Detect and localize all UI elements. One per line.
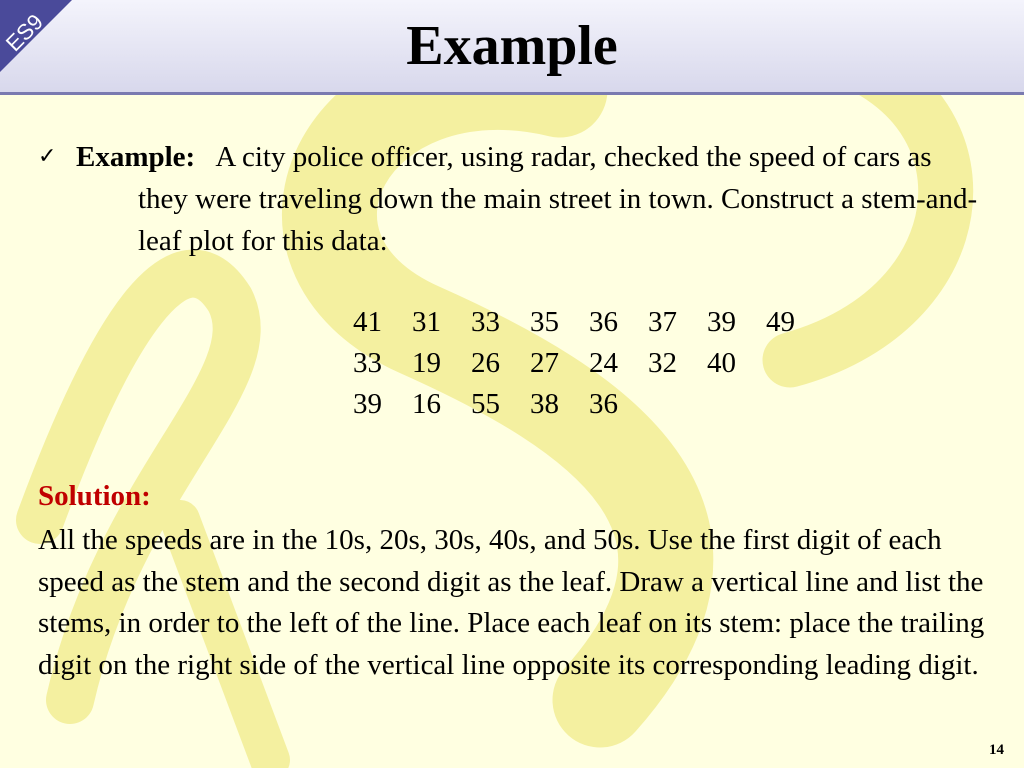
data-cell: 36 [589, 306, 618, 338]
example-text: A city police officer, using radar, checked the speed of cars as they were traveling down the main street in town. Construct a stem-and-leaf plot for this data: [138, 141, 978, 257]
data-cell: 41 [353, 306, 382, 338]
data-cell: 16 [412, 388, 441, 420]
data-cell: 27 [530, 347, 559, 379]
slide-title: Example [406, 15, 618, 77]
example-paragraph [38, 136, 978, 262]
data-cell [707, 384, 766, 425]
example-label: Example: [76, 141, 196, 173]
speed-data-table [353, 302, 825, 425]
data-cell: 33 [353, 347, 382, 379]
corner-badge-label: ES9 [0, 9, 48, 57]
data-cell: 40 [707, 347, 736, 379]
page-number: 14 [989, 742, 1004, 758]
solution-text: All the speeds are in the 10s, 20s, 30s, 40s, and 50s. Use the first digit of each speed as the stem and the second digit as the leaf. Draw a vertical line and list the stems, in order to the left of the line. Place each leaf on its stem: place the trailing digit on the right side of the vertical line opposite its corresponding leading digit. [38, 524, 985, 681]
data-cell: 31 [412, 306, 441, 338]
data-cell: 38 [530, 388, 559, 420]
data-cell: 39 [707, 306, 736, 338]
data-row [353, 302, 825, 343]
example-text-block [76, 136, 978, 262]
data-cell [648, 384, 707, 425]
data-cell: 55 [471, 388, 500, 420]
data-cell: 19 [412, 347, 441, 379]
checkmark-icon: ✓ [38, 144, 57, 169]
solution-label: Solution: [38, 480, 151, 512]
data-cell: 26 [471, 347, 500, 379]
data-cell: 36 [589, 388, 618, 420]
data-cell: 24 [589, 347, 618, 379]
data-cell: 33 [471, 306, 500, 338]
data-cell: 37 [648, 306, 677, 338]
data-cell [766, 384, 825, 425]
data-row [353, 343, 825, 384]
data-cell: 39 [353, 388, 382, 420]
data-cell [766, 343, 825, 384]
data-cell: 49 [766, 306, 795, 338]
data-row [353, 384, 825, 425]
data-cell: 35 [530, 306, 559, 338]
data-cell: 32 [648, 347, 677, 379]
